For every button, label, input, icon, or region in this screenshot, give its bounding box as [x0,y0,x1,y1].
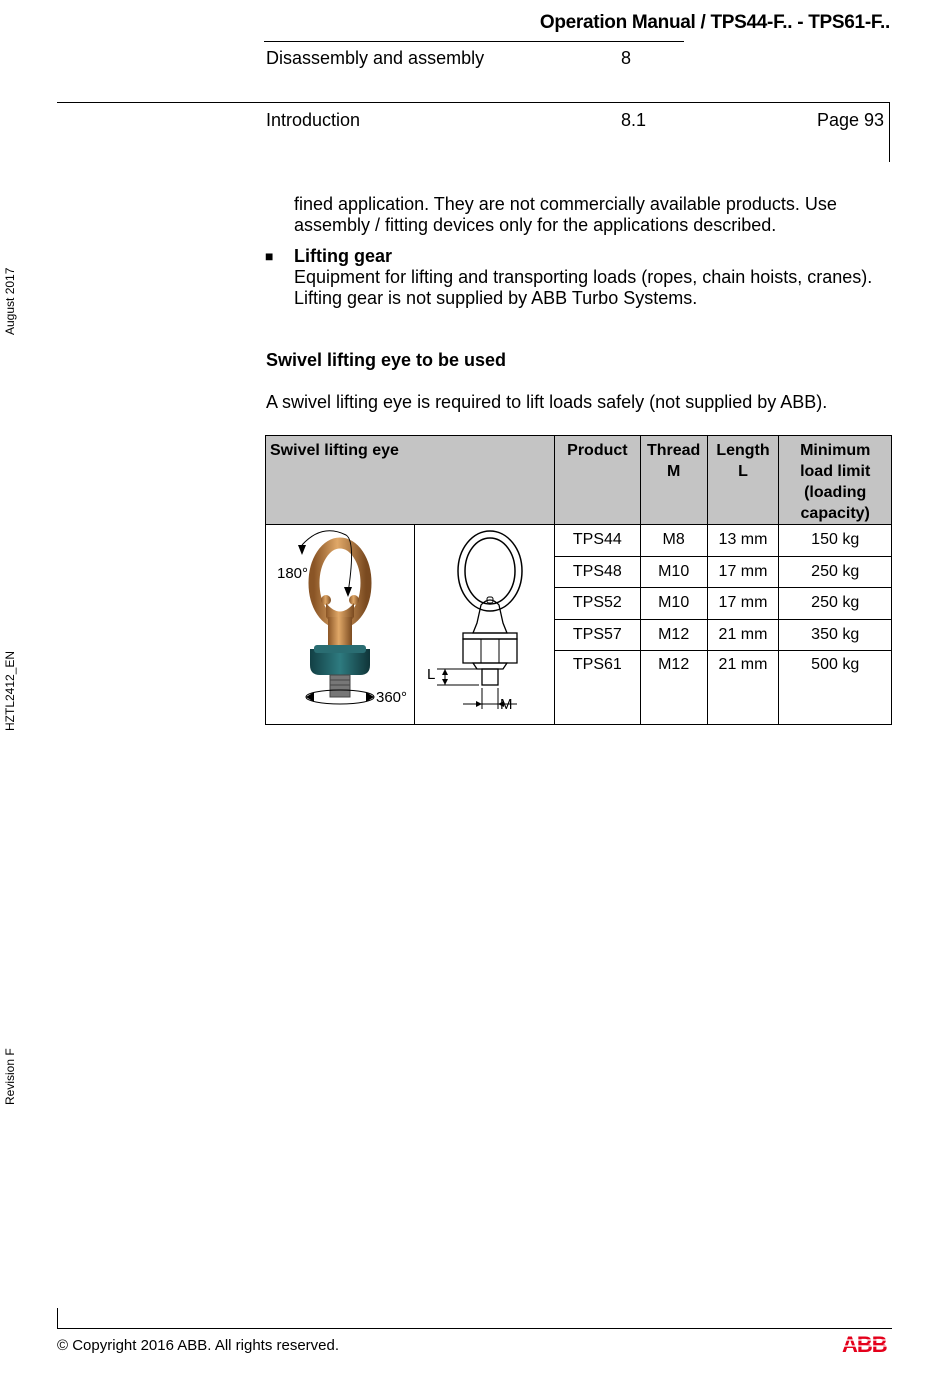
paragraph-continued: fined application. They are not commercially available products. Use assembly / fitting devices only for the applications described. [294,194,837,235]
cell-thread: M8 [640,525,707,557]
abb-logo-mark [842,1333,892,1355]
table-row [266,525,892,557]
side-date: August 2017 [3,267,17,335]
cell-length: 21 mm [707,619,779,651]
header-load-line3: (loading [804,484,867,501]
abb-logo [842,1333,892,1360]
cell-thread: M10 [640,588,707,620]
cell-load: 250 kg [779,588,892,620]
bullet-text: Equipment for lifting and transporting loads (ropes, chain hoists, cranes). Lifting gear is not supplied by ABB Turbo Systems. [294,267,873,308]
header-length-line2: L [738,463,748,480]
side-doc-id: HZTL2412_EN [3,650,17,731]
header-length [707,436,779,525]
cell-product: TPS48 [555,556,641,588]
cell-length: 17 mm [707,588,779,620]
cell-length: 13 mm [707,525,779,557]
footer-vertical-rule [57,1308,58,1328]
table-header-row [266,436,892,525]
header-rule [57,102,890,103]
paragraph-swivel: A swivel lifting eye is required to lift loads safely (not supplied by ABB). [266,392,828,412]
eye-photo-cell [266,525,415,725]
header-thread-line2: M [667,463,681,480]
cell-length: 17 mm [707,556,779,588]
section-number: 8.1 [621,110,647,130]
cell-thread: M12 [640,651,707,725]
bullet-lifting-gear [294,246,894,309]
cell-load: 350 kg [779,619,892,651]
section-heading: Swivel lifting eye to be used [266,350,507,370]
bullet-title: Lifting gear [294,246,392,266]
side-revision: Revision F [3,1048,17,1105]
cell-product: TPS57 [555,619,641,651]
cell-thread: M10 [640,556,707,588]
cell-product: TPS44 [555,525,641,557]
cell-load: 500 kg [779,651,892,725]
manual-title: Operation Manual / TPS44-F.. - TPS61-F.. [539,12,890,33]
swivel-eye-drawing [415,525,554,719]
cell-load: 250 kg [779,556,892,588]
chapter-number: 8 [621,48,632,68]
header-load-line2: load limit [800,463,871,480]
header-load-line4: capacity) [800,505,870,522]
header-vertical-rule [889,102,890,162]
cell-product: TPS61 [555,651,641,725]
header-load [779,436,892,525]
rotate-180-label: 180° [277,565,309,582]
dimension-length-label: L [427,666,436,683]
copyright: © Copyright 2016 ABB. All rights reserved. [57,1337,340,1354]
abb-logo-text: ABB [842,1333,887,1355]
swivel-eye-table [265,435,892,725]
cell-thread: M12 [640,619,707,651]
cell-load: 150 kg [779,525,892,557]
header-eye: Swivel lifting eye [266,436,555,525]
rotate-360-label: 360° [376,689,408,706]
page-number: Page 93 [816,110,884,130]
header-divider [264,41,684,42]
bullet-square-icon: ■ [265,248,274,264]
cell-product: TPS52 [555,588,641,620]
dimension-thread-label: M [500,696,513,713]
header-product: Product [555,436,641,525]
swivel-eye-photo [266,525,414,719]
cell-length: 21 mm [707,651,779,725]
section-title: Introduction [266,110,361,130]
chapter-title: Disassembly and assembly [266,48,485,68]
header-thread [640,436,707,525]
footer-rule [57,1328,892,1329]
eye-drawing-cell [415,525,555,725]
header-load-line1: Minimum [800,442,871,459]
header-length-line1: Length [716,442,770,459]
header-thread-line1: Thread [646,442,701,459]
